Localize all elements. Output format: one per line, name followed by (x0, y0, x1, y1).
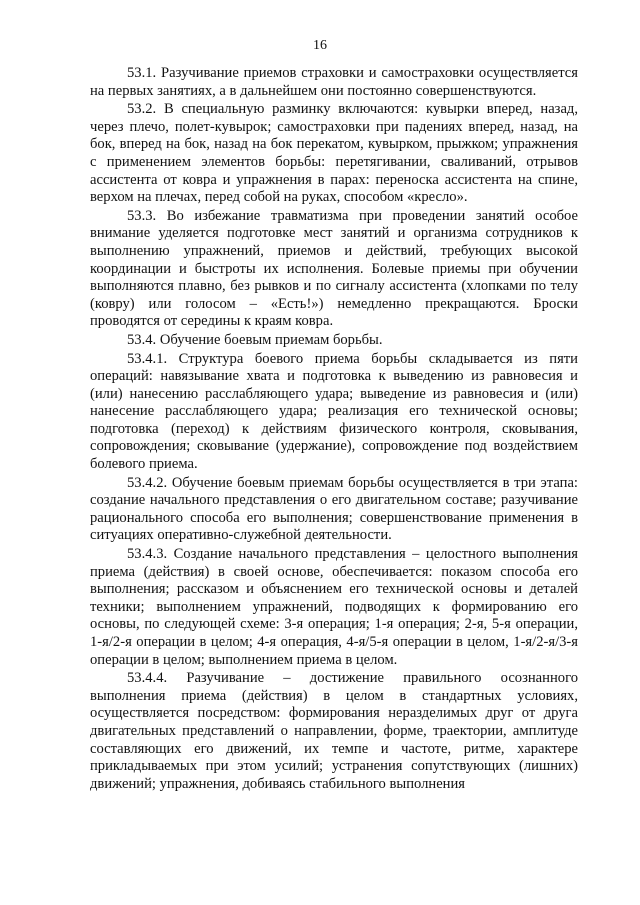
paragraph-53-4-4: 53.4.4. Разучивание – достижение правильного осознанного выполнения приема (действия) в целом в стандартных условиях, осуществляется посредством: формирования неразделимых друг от друга двигательных представлений о направлении, форме, траектории, амплитуде составляющих его движений, их темпе и частоте, ритме, характере прикладываемых при этом усилий; устранения сопутствующих (лишних) движений; упражнения, добиваясь стабильного выполнения (90, 670, 578, 792)
page-number: 16 (313, 38, 327, 53)
paragraph-53-4-2: 53.4.2. Обучение боевым приемам борьбы осуществляется в три этапа: создание начального представления о его двигательном составе; разучивание рационального способа его выполнения; совершенствование применения в ситуациях оперативно-служебной деятельности. (90, 474, 578, 544)
paragraph-53-4-3: 53.4.3. Создание начального представления – целостного выполнения приема (действия) в своей основе, обеспечивается: показом способа его выполнения; рассказом и объяснением его технической основы и деталей техники; выполнением упражнений, подводящих к формированию его основы, по следующей схеме: 3-я операция; 1-я операция; 2-я, 5-я операции, 1-я/2-я операции в целом; 4-я операция, 4-я/5-я операции в целом, 1-я/2-я/3-я операции в целом; выполнением приема в целом. (90, 546, 578, 668)
paragraph-53-2: 53.2. В специальную разминку включаются: кувырки вперед, назад, через плечо, полет-кувырок; самостраховки при падениях вперед, назад, на бок, вперед на бок, назад на бок перекатом, кувырком, прыжком; упражнения с применением элементов борьбы: перетягивании, сваливаний, отрывов ассистента от ковра и упражнения в парах: переноска ассистента на спине, верхом на плечах, перед собой на руках, способом «кресло». (90, 101, 578, 206)
paragraph-53-4: 53.4. Обучение боевым приемам борьбы. (127, 331, 383, 348)
paragraph-53-4-1: 53.4.1. Структура боевого приема борьбы складывается из пяти операций: навязывание хвата и подготовка к выведению из равновесия и (или) нанесению расслабляющего удара; выведение из равновесия и (или) нанесение расслабляющего удара; реализация его технической основы; подготовка (переход) к действиям физического контроля, сковывания, сопровождения; сковывание (удержание), сопровождение под воздействием болевого приема. (90, 350, 578, 473)
paragraph-53-1: 53.1. Разучивание приемов страховки и самостраховки осуществляется на первых занятиях, а в дальнейшем они постоянно совершенствуются. (90, 65, 578, 99)
body-text (90, 65, 578, 794)
paragraph-53-3: 53.3. Во избежание травматизма при проведении занятий особое внимание уделяется подготовке мест занятий и организма сотрудников к выполнению упражнений, приемов и действий, требующих высокой координации и быстроты их исполнения. Болевые приемы при обучении выполняются плавно, без рывков и по сигналу ассистента (хлопками по телу (ковру) или голосом – «Есть!») немедленно прекращаются. Броски проводятся от середины к краям ковра. (90, 207, 578, 330)
